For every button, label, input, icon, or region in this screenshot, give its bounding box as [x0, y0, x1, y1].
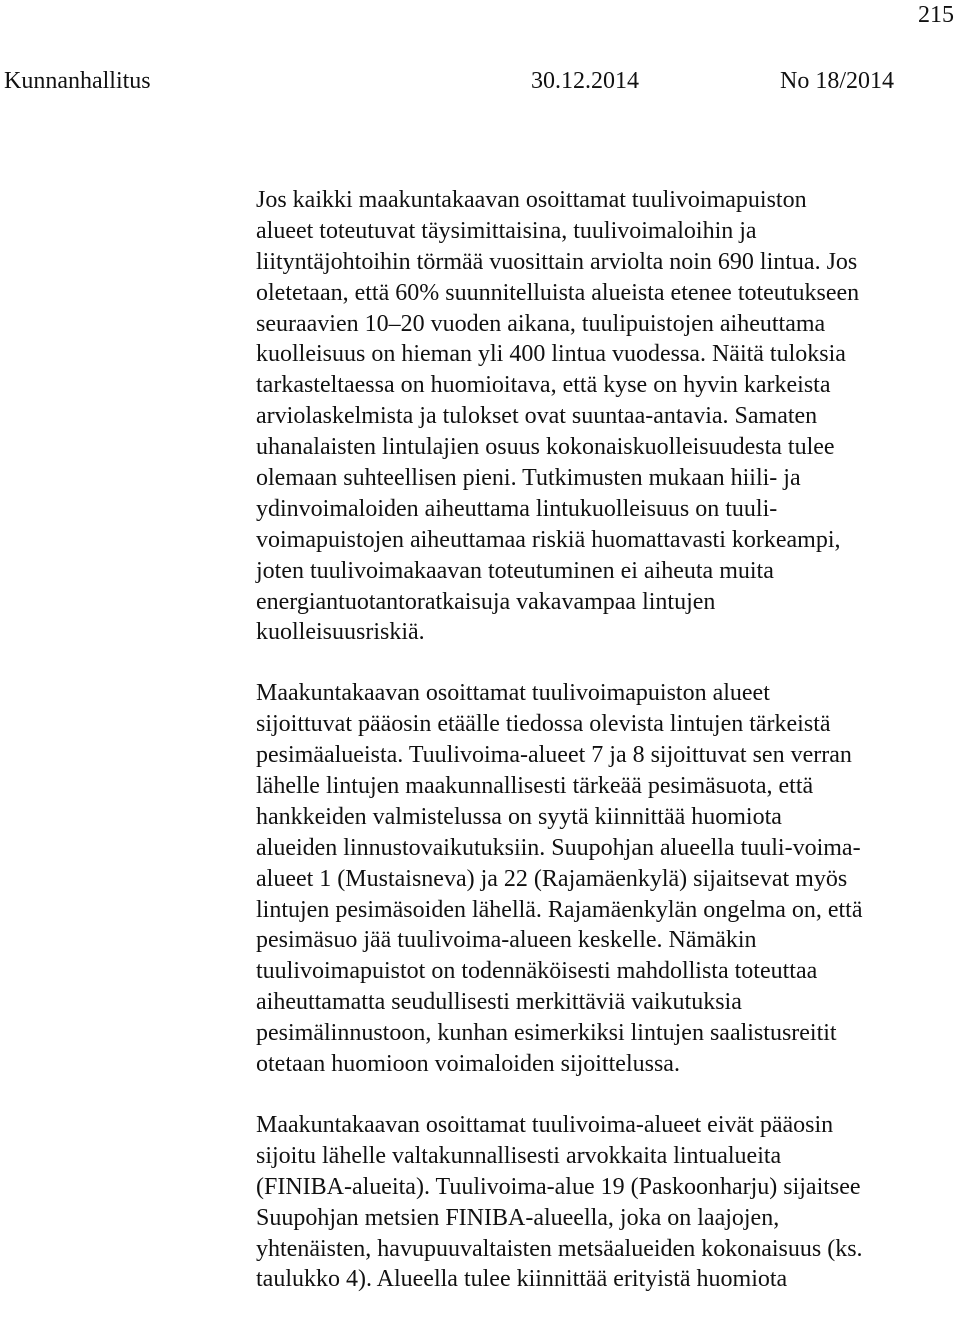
text-line: ydinvoimaloiden aiheuttama lintukuolleisuus on tuuli-: [256, 495, 778, 522]
text-line: alueiden linnustovaikutuksiin. Suupohjan alueella tuuli-voima-: [256, 834, 861, 861]
text-line: Jos kaikki maakuntakaavan osoittamat tuulivoimapuiston: [256, 187, 807, 213]
text-line: yhtenäisten, havupuuvaltaisten metsäalueiden kokonaisuus (ks.: [256, 1235, 863, 1262]
text-line: oletetaan, että 60% suunnitelluista alueista etenee toteutukseen: [256, 279, 860, 306]
text-line: olemaan suhteellisen pieni. Tutkimusten mukaan hiili- ja: [256, 465, 801, 492]
paragraph: [256, 185, 956, 648]
text-line: arviolaskelmista ja tulokset ovat suuntaa-antavia. Samaten: [256, 403, 818, 430]
text-line: sijoittuvat pääosin etäälle tiedossa olevista lintujen tärkeistä: [256, 711, 831, 738]
text-line: joten tuulivoimakaavan toteutuminen ei aiheuta muita: [256, 557, 774, 584]
document-body: [256, 185, 956, 1325]
text-line: kuolleisuusriskiä.: [256, 619, 425, 646]
text-line: uhanalaisten lintulajien osuus kokonaiskuolleisuudesta tulee: [256, 434, 835, 461]
text-line: Maakuntakaavan osoittamat tuulivoimapuiston alueet: [256, 680, 770, 707]
page-number: 215: [918, 2, 954, 28]
text-line: tuulivoimapuistot on todennäköisesti mahdollista toteuttaa: [256, 958, 818, 985]
text-line: hankkeiden valmistelussa on syytä kiinnittää huomiota: [256, 803, 782, 830]
text-line: pesimälinnustoon, kunhan esimerkiksi lintujen saalistusreitit: [256, 1020, 837, 1047]
header-date: 30.12.2014: [531, 68, 639, 94]
text-line: pesimäalueista. Tuulivoima-alueet 7 ja 8 sijoittuvat sen verran: [256, 742, 852, 769]
header-organization: Kunnanhallitus: [4, 68, 151, 94]
text-line: energiantuotantoratkaisuja vakavampaa lintujen: [256, 588, 716, 615]
paragraph: [256, 678, 956, 1080]
text-line: sijoitu lähelle valtakunnallisesti arvokkaita lintualueita: [256, 1142, 782, 1169]
text-line: lintujen pesimäsoiden lähellä. Rajamäenkylän ongelma on, että: [256, 896, 863, 923]
text-line: pesimäsuo jää tuulivoima-alueen keskelle. Nämäkin: [256, 927, 757, 954]
text-line: kuolleisuus on hieman yli 400 lintua vuodessa. Näitä tuloksia: [256, 341, 846, 368]
text-line: alueet toteutuvat täysimittaisina, tuulivoimaloihin ja: [256, 217, 757, 244]
text-line: lähelle lintujen maakunnallisesti tärkeää pesimäsuota, että: [256, 773, 814, 800]
text-line: seuraavien 10–20 vuoden aikana, tuulipuistojen aiheuttama: [256, 310, 826, 337]
text-line: (FINIBA-alueita). Tuulivoima-alue 19 (Paskoonharju) sijaitsee: [256, 1173, 861, 1200]
text-line: alueet 1 (Mustaisneva) ja 22 (Rajamäenkylä) sijaitsevat myös: [256, 865, 848, 892]
header-number: No 18/2014: [780, 68, 894, 94]
paragraph: [256, 1110, 956, 1295]
text-line: aiheuttamatta seudullisesti merkittäviä vaikutuksia: [256, 989, 742, 1016]
text-line: liityntäjohtoihin törmää vuosittain arviolta noin 690 lintua. Jos: [256, 248, 858, 275]
text-line: taulukko 4). Alueella tulee kiinnittää erityistä huomiota: [256, 1266, 788, 1293]
document-header: [4, 66, 924, 96]
text-line: voimapuistojen aiheuttamaa riskiä huomattavasti korkeampi,: [256, 526, 841, 553]
text-line: Maakuntakaavan osoittamat tuulivoima-alueet eivät pääosin: [256, 1111, 834, 1138]
text-line: Suupohjan metsien FINIBA-alueella, joka on laajojen,: [256, 1204, 780, 1231]
text-line: otetaan huomioon voimaloiden sijoittelussa.: [256, 1051, 680, 1078]
text-line: tarkasteltaessa on huomioitava, että kyse on hyvin karkeista: [256, 372, 831, 399]
